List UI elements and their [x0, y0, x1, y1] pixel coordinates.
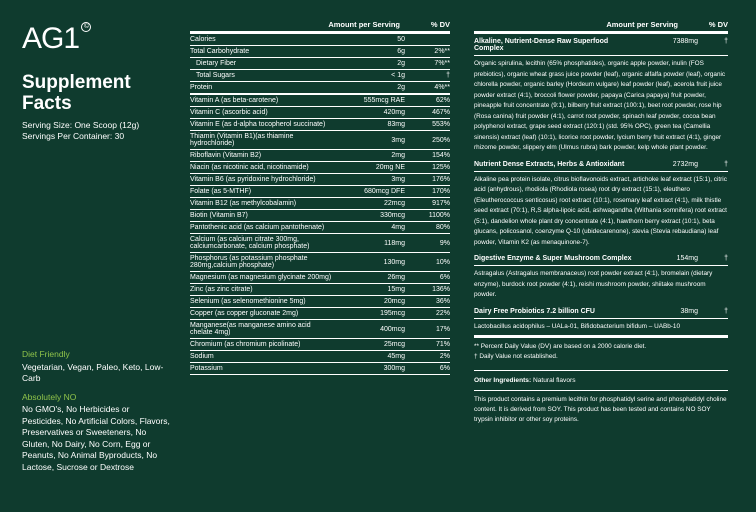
table-row	[190, 58, 450, 70]
nutrient-amount: 20mcg	[383, 298, 405, 305]
nutrient-name: Manganese(as manganese amino acid chelate 4mg)	[190, 322, 311, 336]
nutrient-amount: 680mcg DFE	[364, 188, 405, 195]
nutrient-dv: 36%	[435, 298, 450, 305]
other-ingredients-value: Natural flavors	[533, 377, 576, 384]
nutrient-name: Riboflavin (Vitamin B2)	[190, 152, 262, 159]
nutrient-amount: 118mg	[384, 239, 405, 247]
blends-table-header	[474, 20, 728, 34]
nutrient-dv: 17%	[435, 325, 450, 333]
diet-info	[22, 349, 172, 473]
nutrient-dv: 170%	[432, 188, 450, 195]
table-row	[190, 174, 450, 186]
nutrient-name: Calories	[190, 36, 216, 43]
lecithin-note: This product contains a premium lecithin for phosphatidyl serine and phosphatidyl choline content. It is derived from SOY. This product has been tested and contains NO SOY trypsin inhibitor or other soy proteins.	[474, 390, 728, 425]
nutrient-name: Biotin (Vitamin B7)	[190, 212, 248, 219]
nutrient-amount: 2g	[397, 84, 405, 91]
nutrient-name: Vitamin E (as d-alpha tocopherol succinate)	[190, 121, 326, 128]
blend-name: Alkaline, Nutrient-Dense Raw Superfood Complex	[474, 38, 609, 52]
nutrient-amount: 25mcg	[383, 341, 405, 348]
table-row	[190, 119, 450, 131]
brand-logo	[22, 22, 89, 55]
nutrient-amount: 3mg	[391, 136, 405, 144]
blend-name: Dairy Free Probiotics 7.2 billion CFU	[474, 307, 595, 315]
other-ingredients-label: Other Ingredients:	[474, 377, 532, 384]
nutrient-dv: 553%	[432, 121, 450, 128]
dv-footnote: ** Percent Daily Value (DV) are based on a 2000 calorie diet.	[474, 343, 647, 350]
table-row	[190, 46, 450, 58]
blend-header	[474, 251, 728, 266]
diet-friendly-heading: Diet Friendly	[22, 349, 70, 359]
nutrient-amount: 45mg	[387, 353, 405, 360]
dv-header: % DV	[430, 20, 450, 29]
nutrient-name: Vitamin B12 (as methylcobalamin)	[190, 200, 297, 207]
nutrient-name: Total Sugars	[196, 72, 235, 79]
nutrient-name: Total Carbohydrate	[190, 48, 250, 55]
table-row	[190, 131, 450, 150]
table-row	[190, 339, 450, 351]
nutrient-dv: 4%**	[434, 84, 450, 91]
table-row	[190, 150, 450, 162]
nutrient-amount: 15mg	[387, 286, 405, 293]
nutrient-dv: 250%	[432, 136, 450, 144]
nutrient-amount: 50	[397, 36, 405, 43]
nutrient-dv: 6%	[439, 274, 450, 281]
nutrient-amount: 195mcg	[380, 310, 405, 317]
nutrient-name: Copper (as copper gluconate 2mg)	[190, 310, 299, 317]
nutrient-dv: 7%**	[434, 60, 450, 67]
nutrient-dv: 71%	[435, 341, 450, 348]
nutrient-name: Phosphorus (as potassium phosphate 280mg,calcium phosphate)	[190, 255, 308, 269]
table-row	[190, 222, 450, 234]
nutrient-name: Potassium	[190, 365, 223, 372]
nutrient-name: Thiamin (Vitamin B1)(as thiamine hydrochloride)	[190, 133, 294, 147]
absolutely-no-text: No GMO's, No Herbicides or Pesticides, No Artificial Colors, Flavors, Preservatives or Sweeteners, No Gluten, No Dairy, No Corn, Egg or Peanuts, No Animal Byproducts, No Lactose, Sucrose or Dextrose	[22, 404, 170, 472]
serving-size: Serving Size: One Scoop (12g)	[22, 120, 140, 130]
table-row	[190, 107, 450, 119]
nutrient-amount: 22mcg	[383, 200, 405, 207]
footnotes	[474, 338, 728, 362]
nutrient-dv: 6%	[439, 365, 450, 372]
nutrient-name: Vitamin C (ascorbic acid)	[190, 109, 268, 116]
table-row	[190, 363, 450, 375]
nutrient-name: Chromium (as chromium picolinate)	[190, 341, 301, 348]
servings-per-container: Servings Per Container: 30	[22, 131, 125, 141]
blend-header	[474, 304, 728, 319]
table-row	[190, 253, 450, 272]
nutrients-table-header	[190, 20, 450, 34]
amount-header: Amount per Serving	[606, 20, 678, 29]
nutrient-dv: 125%	[432, 164, 450, 171]
brand-panel	[22, 24, 172, 142]
nutrient-rows	[190, 34, 450, 375]
nutrient-dv: 80%	[435, 224, 450, 231]
nutrient-amount: < 1g	[391, 72, 405, 79]
table-row	[190, 95, 450, 107]
amount-header: Amount per Serving	[328, 20, 400, 29]
nutrient-name: Magnesium (as magnesium glycinate 200mg)	[190, 274, 332, 281]
blend-name: Digestive Enzyme & Super Mushroom Complex	[474, 255, 632, 262]
nutrient-dv: †	[446, 72, 450, 79]
dv-header: % DV	[708, 20, 728, 29]
nutrient-name: Protein	[190, 84, 213, 91]
nutrient-name: Dietary Fiber	[196, 60, 237, 67]
nutrient-dv: 2%	[439, 353, 450, 360]
table-row	[190, 234, 450, 253]
logo-text: AG1	[22, 22, 80, 55]
nutrient-amount: 83mg	[387, 121, 405, 128]
other-ingredients	[474, 370, 728, 390]
nutrient-amount: 555mcg RAE	[363, 97, 405, 104]
nutrient-amount: 420mg	[383, 109, 405, 116]
dagger-footnote: † Daily Value not established.	[474, 353, 558, 360]
blend-ingredients: Lactobacillus acidophilus – UALa-01, Bifidobacterium bifidum – UABb-10	[474, 322, 681, 330]
blend-dv: †	[724, 160, 728, 168]
nutrient-name: Selenium (as selenomethionine 5mg)	[190, 298, 306, 305]
table-row	[190, 284, 450, 296]
nutrient-name: Sodium	[190, 353, 214, 360]
nutrient-dv: 2%**	[434, 48, 450, 55]
nutrient-amount: 130mg	[383, 258, 405, 266]
table-row	[190, 70, 450, 82]
nutrient-name: Folate (as 5-MTHF)	[190, 188, 252, 195]
nutrient-dv: 10%	[435, 258, 450, 266]
blend-name: Nutrient Dense Extracts, Herbs & Antioxidant	[474, 160, 625, 168]
nutrient-name: Calcium (as calcium citrate 300mg, calciumcarbonate, calcium phosphate)	[190, 236, 310, 250]
blend-amount: 38mg	[680, 307, 698, 315]
table-row	[190, 186, 450, 198]
nutrient-amount: 3mg	[391, 176, 405, 183]
blend-ingredients: Organic spirulina, lecithin (65% phosphatides), organic apple powder, inulin (FOS prebiotics), organic wheat grass juice powder (leaf), organic alfalfa powder (leaf), organic chlorella powder, organic barley (Hordeum vulgare) leaf powder (leaf), acerola fruit juice powder extract (4:1), broccoli flower powder, papaya (Carica papaya) fruit powder, pineapple fruit concentrate (9:1), bilberry fruit extract (100:1), beet root powder, rose hip (Rosa canina) fruit powder (4:1), carrot root powder, spinach leaf powder, cocoa bean polyphenol extract, grape seed extract (120:1) (std. 95% OPC), green tea (Camellia sinensis) extract (leaf) (10:1), licorice root powder, lycium berry fruit extract (4:1), ginger rhizome powder, slippery elm (Ulmus rubra) bark powder, kelp whole plant powder.	[474, 60, 726, 151]
nutrient-amount: 2mg	[391, 152, 405, 159]
nutrient-dv: 22%	[435, 310, 450, 317]
nutrient-amount: 2g	[397, 60, 405, 67]
nutrient-dv: 154%	[432, 152, 450, 159]
diet-friendly-text: Vegetarian, Vegan, Paleo, Keto, Low-Carb	[22, 361, 164, 383]
blend-ingredients: Alkaline pea protein isolate, citrus bioflavonoids extract, artichoke leaf extract (15:1), citric acid (anhydrous), rhodiola (Rhodiola rosea) root dry extract (15:1), eleuthero (Eleutherococcus senticosus) root extract (10:1), rosemary leaf extract (4:1), milk thistle seed extract (70:1), R,S alpha-lipoic acid, ashwagandha (Withania somnifera) root extract (5:1), dandelion whole plant dry concentrate (4:1), hawthorn berry extract (10:1), beta glucans, policosanol, coenzyme Q-10 (ubidecarenone), stevia (Stevia rebaudiana) leaf powder, Vitamin K2 (as menaquinone-7).	[474, 175, 727, 246]
nutrient-amount: 6g	[397, 48, 405, 55]
serving-info	[22, 120, 172, 142]
blend-rows	[474, 34, 728, 335]
blend-amount: 7388mg	[672, 38, 698, 45]
blend-dv: †	[724, 38, 728, 45]
nutrient-dv: 467%	[432, 109, 450, 116]
table-row	[190, 272, 450, 284]
blend-ingredients: Astragalus (Astragalus membranaceus) root powder extract (4:1), bromelain (dietary enzyme), burdock root powder (4:1), reishi mushroom powder, shiitake mushroom powder.	[474, 270, 713, 298]
table-row	[190, 296, 450, 308]
nutrient-dv: 136%	[432, 286, 450, 293]
nutrient-name: Niacin (as nicotinic acid, nicotinamide)	[190, 164, 309, 171]
absolutely-no-heading: Absolutely NO	[22, 391, 77, 402]
table-row	[190, 162, 450, 174]
blends-table	[474, 20, 728, 425]
nutrient-dv: 1100%	[428, 212, 450, 219]
table-row	[190, 82, 450, 95]
blend-amount: 154mg	[676, 255, 698, 262]
blend-header	[474, 34, 728, 56]
nutrient-amount: 400mcg	[380, 325, 405, 333]
nutrient-amount: 20mg NE	[375, 164, 405, 171]
nutrient-dv: 9%	[439, 239, 450, 247]
nutrient-dv: 62%	[435, 97, 450, 104]
nutrient-name: Vitamin A (as beta-carotene)	[190, 97, 279, 104]
blend-header	[474, 157, 728, 172]
page-title: Supplement Facts	[22, 72, 131, 114]
registered-mark-icon: ©	[81, 22, 91, 32]
nutrient-name: Zinc (as zinc citrate)	[190, 286, 253, 293]
table-row	[190, 351, 450, 363]
nutrient-amount: 26mg	[387, 274, 405, 281]
table-row	[190, 320, 450, 339]
blend-dv: †	[724, 307, 728, 315]
table-row	[190, 34, 450, 46]
nutrient-amount: 300mg	[383, 365, 405, 372]
nutrient-amount: 4mg	[391, 224, 405, 231]
nutrient-name: Pantothenic acid (as calcium pantothenate)	[190, 224, 325, 231]
nutrient-amount: 330mcg	[380, 212, 405, 219]
table-row	[190, 198, 450, 210]
table-row	[190, 308, 450, 320]
nutrient-name: Vitamin B6 (as pyridoxine hydrochloride)	[190, 176, 316, 183]
nutrient-dv: 176%	[432, 176, 450, 183]
blend-amount: 2732mg	[672, 160, 698, 168]
table-row	[190, 210, 450, 222]
blend-dv: †	[724, 255, 728, 262]
nutrient-dv: 917%	[432, 200, 450, 207]
nutrients-table	[190, 20, 450, 375]
